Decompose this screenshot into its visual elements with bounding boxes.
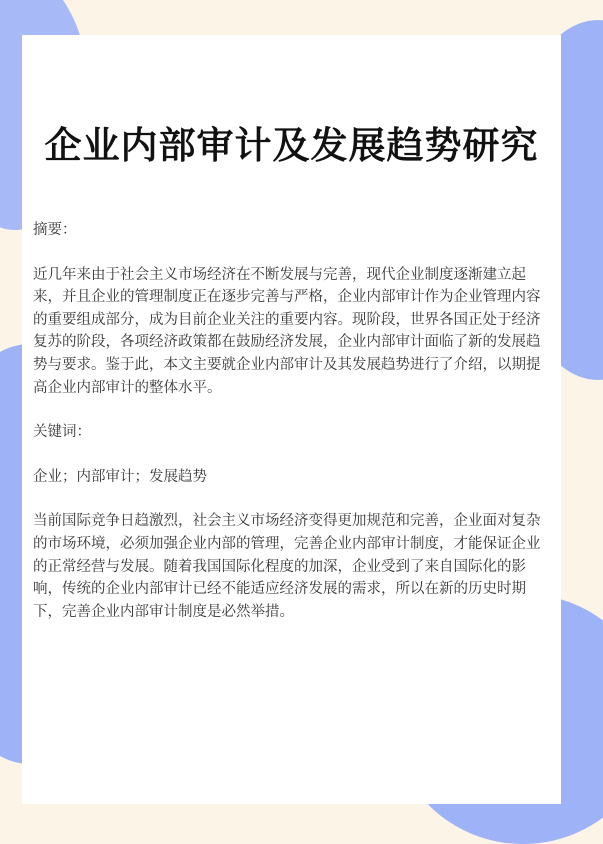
keywords-text: 企业；内部审计；发展趋势	[33, 468, 207, 485]
keywords-label: 关键词：	[33, 424, 91, 441]
document-card	[22, 35, 561, 804]
document-content	[33, 219, 553, 645]
document-title: 企业内部审计及发展趋势研究	[44, 124, 539, 167]
abstract-label: 摘要：	[33, 222, 77, 238]
body-paragraph: 当前国际竞争日趋激烈，社会主义市场经济变得更加规范和完善，企业面对复杂的市场环境，必须加强企业内部的管理，完善企业内部审计制度，才能保证企业的正常经营与发展。随着我国国际化程度的加深，企业受到了来自国际化的影响，传统的企业内部审计已经不能适应经济发展的需求，所以在新的历史时期下，完善企业内部审计制度是必然举措。	[33, 513, 541, 620]
abstract-text: 近几年来由于社会主义市场经济在不断发展与完善，现代企业制度逐渐建立起来，并且企业的管理制度正在逐步完善与严格，企业内部审计作为企业管理内容的重要组成部分，成为目前企业关注的重要内容。现阶段，世界各国正处于经济复苏的阶段，各项经济政策都在鼓励经济发展，企业内部审计面临了新的发展趋势与要求。鉴于此，本文主要就企业内部审计及其发展趋势进行了介绍，以期提高企业内部审计的整体水平。	[33, 266, 541, 396]
